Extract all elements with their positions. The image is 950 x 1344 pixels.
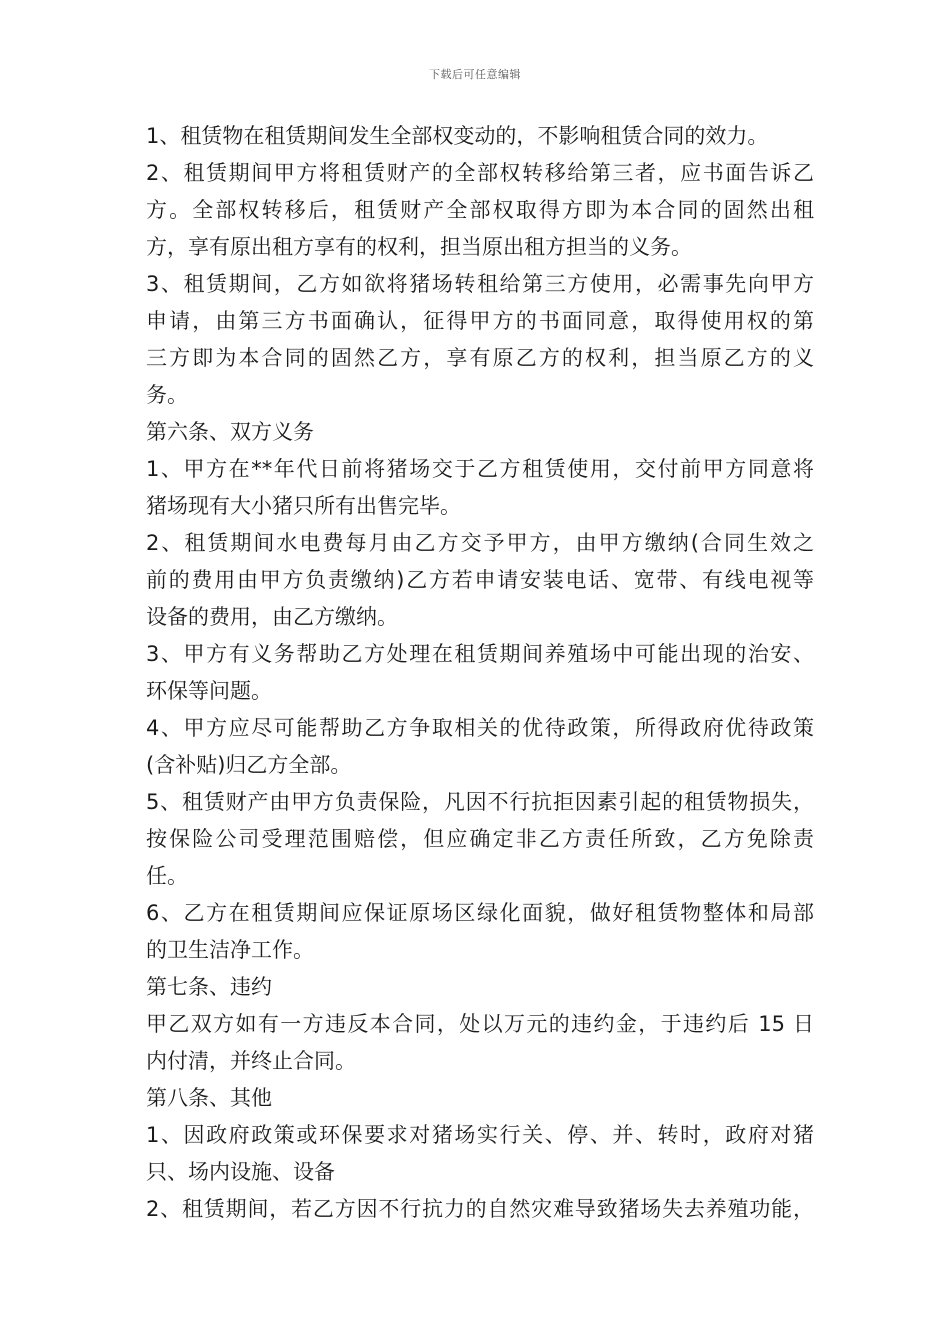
text-line: 4、甲方应尽可能帮助乙方争取相关的优待政策，所得政府优待政策 — [146, 716, 814, 740]
text-line: 任。 — [146, 864, 188, 888]
section-heading: 第八条、其他 — [146, 1086, 272, 1110]
text-line: 2、租赁期间水电费每月由乙方交予甲方，由甲方缴纳(合同生效之 — [146, 531, 814, 555]
text-line: 6、乙方在租赁期间应保证原场区绿化面貌，做好租赁物整体和局部 — [146, 901, 814, 925]
section-heading: 第七条、违约 — [146, 975, 272, 999]
text-line: 3、租赁期间，乙方如欲将猪场转租给第三方使用，必需事先向甲方 — [146, 272, 814, 296]
text-line: 只、场内设施、设备 — [146, 1160, 335, 1184]
text-line: 甲乙双方如有一方违反本合同，处以万元的违约金，于违约后 15 日 — [146, 1012, 814, 1036]
text-line: 1、甲方在**年代日前将猪场交于乙方租赁使用，交付前甲方同意将 — [146, 457, 814, 481]
page-header-note: 下载后可任意编辑 — [429, 68, 521, 81]
document-body — [146, 118, 814, 1228]
text-line: 5、租赁财产由甲方负责保险，凡因不行抗拒因素引起的租赁物损失， — [146, 790, 814, 814]
text-line: 2、租赁期间甲方将租赁财产的全部权转移给第三者，应书面告诉乙 — [146, 161, 814, 185]
text-line: 三方即为本合同的固然乙方，享有原乙方的权利，担当原乙方的义 — [146, 346, 814, 370]
text-line: 2、租赁期间，若乙方因不行抗力的自然灾难导致猪场失去养殖功能， — [146, 1197, 814, 1221]
section-heading: 第六条、双方义务 — [146, 420, 314, 444]
text-line: (含补贴)归乙方全部。 — [146, 753, 352, 777]
text-line: 方，享有原出租方享有的权利，担当原出租方担当的义务。 — [146, 235, 692, 259]
text-line: 的卫生洁净工作。 — [146, 938, 314, 962]
text-line: 前的费用由甲方负责缴纳)乙方若申请安装电话、宽带、有线电视等 — [146, 568, 814, 592]
text-line: 方。全部权转移后，租赁财产全部权取得方即为本合同的固然出租 — [146, 198, 814, 222]
text-line: 务。 — [146, 383, 188, 407]
text-line: 3、甲方有义务帮助乙方处理在租赁期间养殖场中可能出现的治安、 — [146, 642, 814, 666]
text-line: 猪场现有大小猪只所有出售完毕。 — [146, 494, 461, 518]
text-line: 申请，由第三方书面确认，征得甲方的书面同意，取得使用权的第 — [146, 309, 814, 333]
text-line: 设备的费用，由乙方缴纳。 — [146, 605, 398, 629]
text-line: 按保险公司受理范围赔偿，但应确定非乙方责任所致，乙方免除责 — [146, 827, 814, 851]
text-line: 内付清，并终止合同。 — [146, 1049, 356, 1073]
text-line: 1、因政府政策或环保要求对猪场实行关、停、并、转时，政府对猪 — [146, 1123, 814, 1147]
text-line: 环保等问题。 — [146, 679, 272, 703]
text-line: 1、租赁物在租赁期间发生全部权变动的，不影响租赁合同的效力。 — [146, 124, 769, 148]
